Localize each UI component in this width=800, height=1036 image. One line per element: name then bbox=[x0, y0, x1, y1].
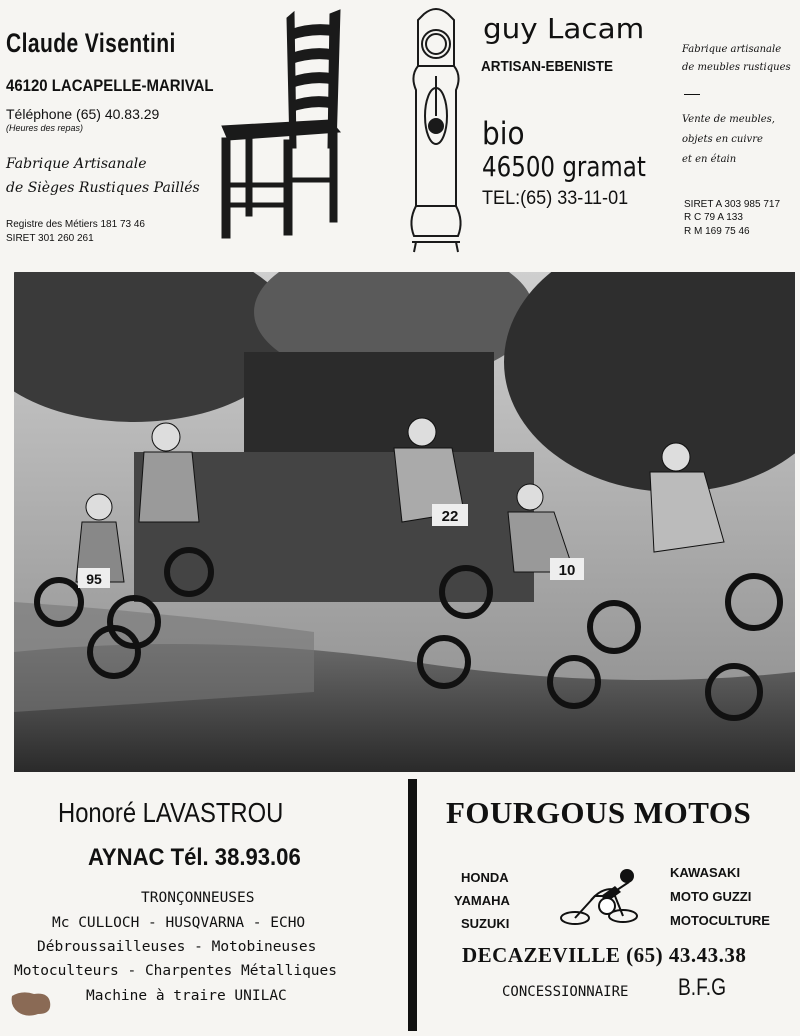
fourgous-title: FOURGOUS MOTOS bbox=[446, 795, 752, 830]
visentini-hours: (Heures des repas) bbox=[6, 123, 84, 133]
brand-moto-guzzi: MOTO GUZZI bbox=[670, 889, 752, 904]
bib-10: 10 bbox=[558, 562, 576, 579]
motocross-photo bbox=[14, 272, 795, 772]
visentini-siret: SIRET 301 260 261 bbox=[6, 233, 94, 244]
lavastrou-city: AYNAC Tél. 38.93.06 bbox=[88, 844, 301, 871]
lacam-rc: R C 79 A 133 bbox=[684, 212, 743, 223]
lacam-subtitle: ARTISAN-EBENISTE bbox=[481, 58, 614, 75]
lacam-rm: R M 169 75 46 bbox=[684, 226, 750, 237]
visentini-tagline-1: Fabrique Artisanale bbox=[6, 156, 147, 172]
lavastrou-line-2: Mc CULLOCH - HUSQVARNA - ECHO bbox=[52, 915, 306, 931]
lavastrou-line-4: Motoculteurs - Charpentes Métalliques bbox=[14, 963, 338, 979]
lacam-vente-3: et en étain bbox=[682, 154, 737, 165]
bib-95: 95 bbox=[86, 571, 102, 587]
brand-kawasaki: KAWASAKI bbox=[670, 865, 741, 880]
lacam-vente-2: objets en cuivre bbox=[682, 134, 763, 145]
lacam-desc-1: Fabrique artisanale bbox=[682, 44, 782, 55]
brand-suzuki: SUZUKI bbox=[461, 916, 510, 931]
lacam-bio: bio bbox=[482, 116, 525, 152]
clock-illustration bbox=[404, 6, 468, 254]
lacam-vente-1: Vente de meubles, bbox=[682, 114, 775, 125]
lavastrou-line-1: TRONÇONNEUSES bbox=[141, 890, 255, 906]
stain-mark bbox=[8, 988, 54, 1020]
lacam-town: 46500 gramat bbox=[482, 150, 646, 183]
brand-motoculture: MOTOCULTURE bbox=[670, 913, 770, 928]
chair-illustration bbox=[212, 8, 352, 246]
fourgous-city-phone: DECAZEVILLE (65) 43.43.38 bbox=[462, 943, 747, 967]
visentini-phone: Téléphone (65) 40.83.29 bbox=[6, 106, 160, 122]
bib-22: 22 bbox=[441, 508, 459, 525]
brand-honda: HONDA bbox=[461, 870, 509, 885]
visentini-address: 46120 LACAPELLE-MARIVAL bbox=[6, 76, 214, 95]
lacam-name: guy Lacam bbox=[483, 12, 645, 45]
brand-yamaha: YAMAHA bbox=[454, 893, 510, 908]
bottom-divider bbox=[408, 779, 417, 1031]
visentini-tagline-2: de Sièges Rustiques Paillés bbox=[6, 180, 200, 196]
lacam-phone: TEL:(65) 33-11-01 bbox=[482, 188, 629, 209]
motorcycle-racer-logo bbox=[555, 866, 645, 932]
lavastrou-name: Honoré LAVASTROU bbox=[58, 797, 284, 828]
divider-dash bbox=[684, 94, 700, 95]
visentini-registre: Registre des Métiers 181 73 46 bbox=[6, 219, 145, 230]
fourgous-concessionnaire: CONCESSIONNAIRE bbox=[502, 984, 629, 1000]
lavastrou-line-3: Débroussailleuses - Motobineuses bbox=[37, 939, 317, 955]
lacam-desc-2: de meubles rustiques bbox=[682, 62, 791, 73]
lavastrou-line-5: Machine à traire UNILAC bbox=[86, 988, 287, 1004]
lacam-siret: SIRET A 303 985 717 bbox=[684, 199, 781, 210]
visentini-name: Claude Visentini bbox=[6, 28, 176, 58]
fourgous-bfg: B.F.G bbox=[678, 974, 727, 1001]
